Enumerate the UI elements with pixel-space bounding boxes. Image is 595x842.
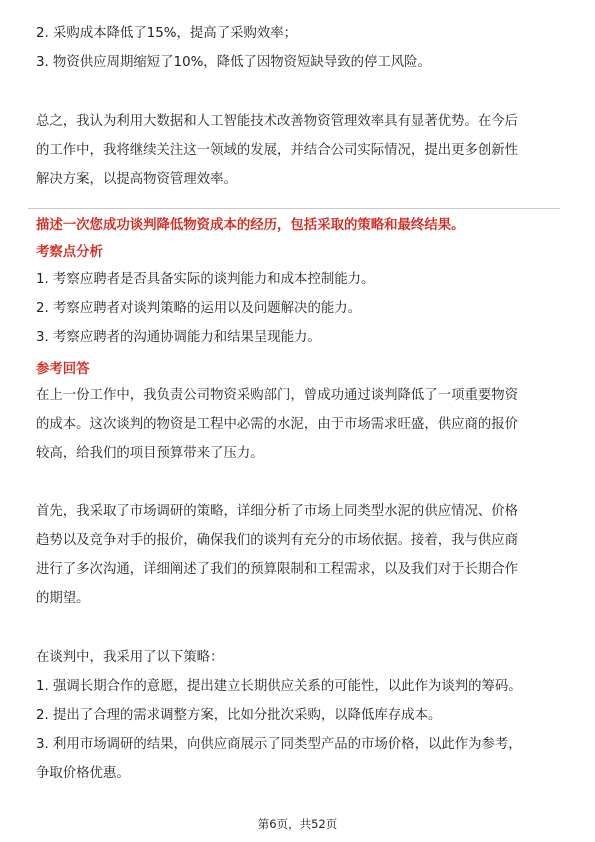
conclusion-line: 解决方案，以提高物资管理效率。 xyxy=(36,172,237,187)
analysis-heading: 考察点分析 xyxy=(36,245,103,260)
intro-item: 3. 物资供应周期缩短了10%，降低了因物资短缺导致的停工风险。 xyxy=(36,55,431,70)
question-heading: 描述一次您成功谈判降低物资成本的经历，包括采取的策略和最终结果。 xyxy=(36,218,465,233)
page-number: 第6页，共52页 xyxy=(257,817,338,831)
analysis-item: 2. 考察应聘者对谈判策略的运用以及问题解决的能力。 xyxy=(36,301,362,316)
answer-paragraph-line: 较高，给我们的项目预算带来了压力。 xyxy=(36,446,264,461)
answer-paragraph-line: 在上一份工作中，我负责公司物资采购部门，曾成功通过谈判降低了一项重要物资 xyxy=(36,388,519,403)
analysis-item: 1. 考察应聘者是否具备实际的谈判能力和成本控制能力。 xyxy=(36,272,375,287)
answer-paragraph-line: 首先，我采取了市场调研的策略，详细分析了市场上同类型水泥的供应情况、价格 xyxy=(36,504,519,519)
conclusion-line: 总之，我认为利用大数据和人工智能技术改善物资管理效率具有显著优势。在今后 xyxy=(36,114,519,129)
intro-item: 2. 采购成本降低了15%，提高了采购效率； xyxy=(36,26,298,41)
section-divider xyxy=(28,208,560,209)
strategy-item: 1. 强调长期合作的意愿，提出建立长期供应关系的可能性，以此作为谈判的筹码。 xyxy=(36,679,522,694)
conclusion-line: 的工作中，我将继续关注这一领域的发展，并结合公司实际情况，提出更多创新性 xyxy=(36,143,519,158)
strategy-item: 2. 提出了合理的需求调整方案，比如分批次采购，以降低库存成本。 xyxy=(36,708,442,723)
answer-paragraph-line: 进行了多次沟通，详细阐述了我们的预算限制和工程需求，以及我们对于长期合作 xyxy=(36,562,519,577)
answer-paragraph-line: 的期望。 xyxy=(36,591,90,606)
strategy-item: 3. 利用市场调研的结果，向供应商展示了同类型产品的市场价格，以此作为参考， xyxy=(36,737,522,752)
strategy-intro: 在谈判中，我采用了以下策略： xyxy=(36,650,224,665)
analysis-item: 3. 考察应聘者的沟通协调能力和结果呈现能力。 xyxy=(36,330,321,345)
answer-heading: 参考回答 xyxy=(36,362,90,377)
answer-paragraph-line: 趋势以及竞争对手的报价，确保我们的谈判有充分的市场依据。接着，我与供应商 xyxy=(36,533,519,548)
strategy-item-continuation: 争取价格优惠。 xyxy=(36,766,130,781)
answer-paragraph-line: 的成本。这次谈判的物资是工程中必需的水泥，由于市场需求旺盛，供应商的报价 xyxy=(36,417,519,432)
